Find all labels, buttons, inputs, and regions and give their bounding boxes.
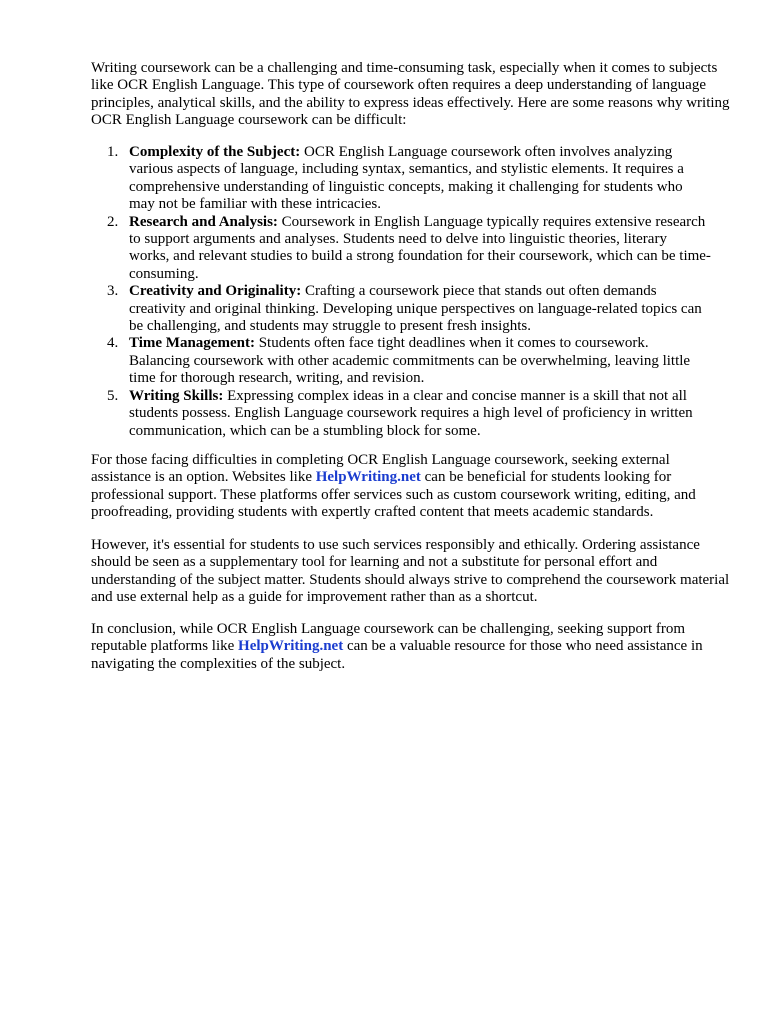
list-item-term: Complexity of the Subject: xyxy=(129,144,301,160)
helpwriting-link[interactable]: HelpWriting.net xyxy=(315,469,421,486)
list-item-text: Expressing complex ideas in a clear and concise manner is a skill that not all students possess. English Language coursework requires a high level of proficiency in written communication, which can be a stumbling block for some. xyxy=(129,387,693,439)
list-number: 4. xyxy=(107,335,119,352)
paragraph-text: In conclusion, while OCR English Language coursework can be challenging, seeking support from reputable platforms like xyxy=(91,621,686,655)
list-item-term: Research and Analysis: xyxy=(129,213,278,230)
list-item xyxy=(91,388,711,440)
list-item xyxy=(91,144,711,214)
list-item-term: Time Management: xyxy=(129,335,255,352)
intro-paragraph: Writing coursework can be a challenging and time-consuming task, especially when it comes to subjects like OCR English Language. This type of coursework often requires a deep understanding of language principles, analytical skills, and the ability to express ideas effectively. Here are some reasons why writing OCR English Language coursework can be difficult: xyxy=(91,60,730,129)
list-item xyxy=(91,283,711,335)
list-item-text: Students often face tight deadlines when it comes to coursework. Balancing coursework with other academic commitments can be overwhelming, leaving little time for thorough research, writing, and revision. xyxy=(129,335,691,387)
list-item-text: OCR English Language coursework often involves analyzing various aspects of language, including syntax, semantics, and stylistic elements. It requires a comprehensive understanding of linguistic concepts, making it challenging for students who may not be familiar with these intricacies. xyxy=(129,144,684,213)
list-item-term: Writing Skills: xyxy=(129,387,224,404)
list-number: 3. xyxy=(107,283,119,300)
list-item xyxy=(91,335,711,387)
list-item-text: Coursework in English Language typically requires extensive research to support arguments and analyses. Students need to delve into linguistic theories, literary works, and relevant studies to build a strong foundation for their coursework, which can be time-consuming. xyxy=(129,213,711,282)
list-number: 2. xyxy=(107,213,119,230)
reasons-list xyxy=(91,144,711,440)
paragraph-text: can be beneficial for students looking for professional support. These platforms offer services such as custom coursework writing, editing, and proofreading, providing students with expertly crafted content that meets academic standards. xyxy=(91,469,696,521)
conclusion-paragraph xyxy=(91,621,731,673)
responsible-use-paragraph: However, it's essential for students to use such services responsibly and ethically. Ordering assistance should be seen as a supplementary tool for learning and not a substitute for personal effort and understanding of the subject matter. Students should always strive to comprehend the coursework material and use external help as a guide for improvement rather than as a shortcut. xyxy=(91,537,730,606)
list-item-term: Creativity and Originality: xyxy=(129,283,302,300)
list-item-text: Crafting a coursework piece that stands out often demands creativity and original thinking. Developing unique perspectives on language-related topics can be challenging, and students may struggle to present fresh insights. xyxy=(129,283,702,335)
paragraph-text: For those facing difficulties in completing OCR English Language coursework, seeking external assistance is an option. Websites like xyxy=(91,452,670,486)
list-number: 5. xyxy=(107,387,119,404)
list-item xyxy=(91,214,711,284)
paragraph-text: can be a valuable resource for those who need assistance in navigating the complexities of the subject. xyxy=(91,638,703,672)
external-help-paragraph xyxy=(91,452,731,522)
helpwriting-link[interactable]: HelpWriting.net xyxy=(238,638,344,655)
list-number: 1. xyxy=(107,144,119,160)
